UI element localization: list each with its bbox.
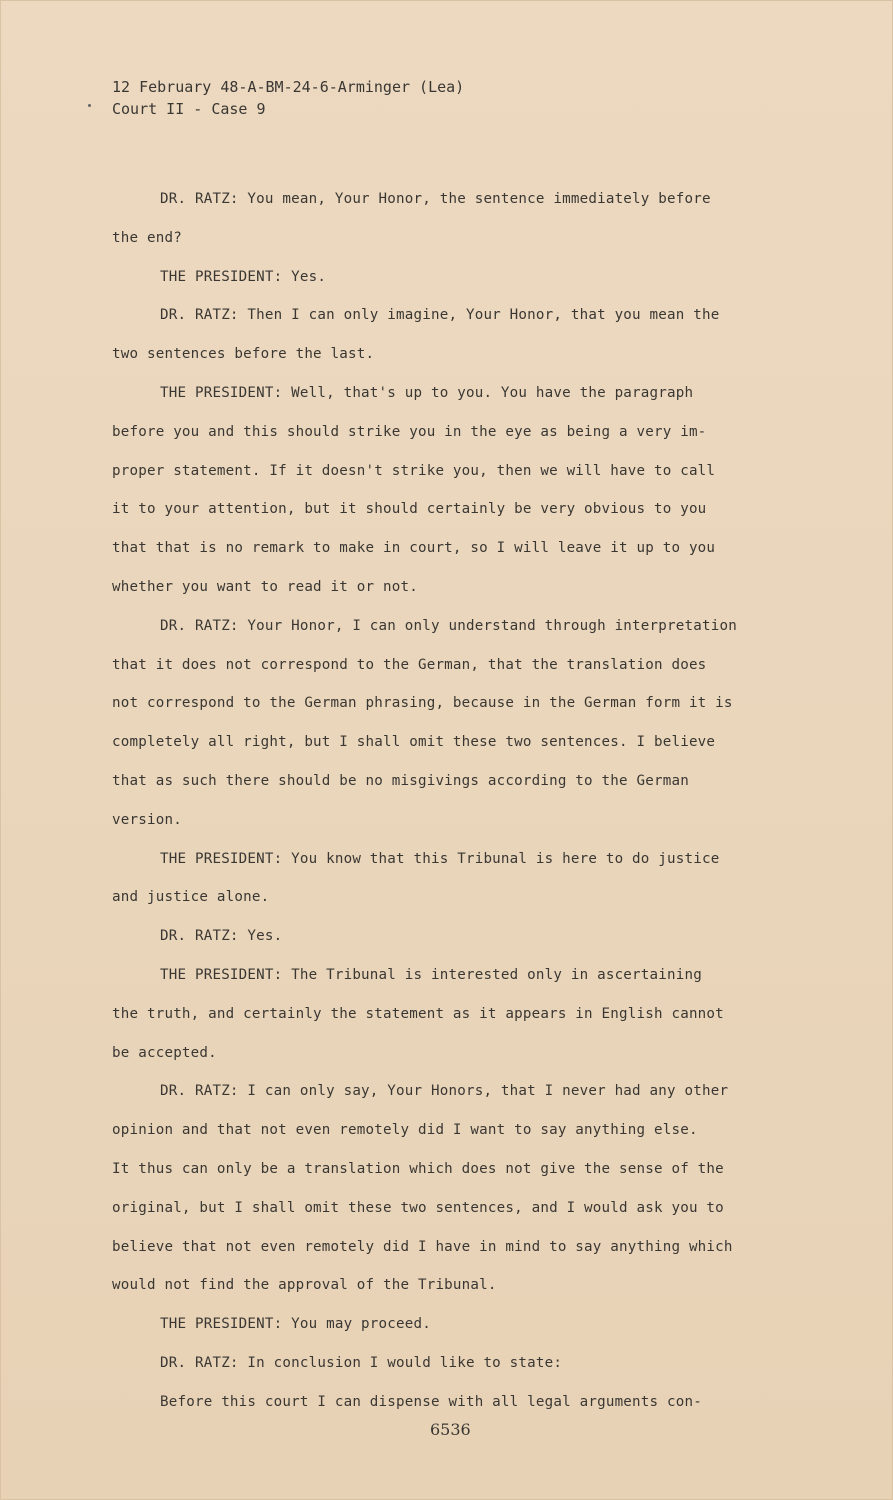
transcript-line: whether you want to read it or not. (112, 578, 418, 595)
transcript-line: DR. RATZ: In conclusion I would like to state: (160, 1354, 563, 1371)
transcript-line: be accepted. (112, 1044, 217, 1061)
margin-mark (88, 104, 91, 107)
transcript-line: that it does not correspond to the German, that the translation does (112, 656, 707, 673)
transcript-line: believe that not even remotely did I have in mind to say anything which (112, 1238, 733, 1255)
document-header (112, 76, 464, 120)
transcript-line: THE PRESIDENT: You may proceed. (160, 1316, 431, 1333)
transcript-line: not correspond to the German phrasing, because in the German form it is (112, 695, 733, 712)
header-date-line: 12 February 48-A-BM-24-6-Arminger (Lea) (112, 78, 465, 96)
transcript-line: original, but I shall omit these two sentences, and I would ask you to (112, 1199, 724, 1216)
transcript-line: version. (112, 811, 182, 828)
transcript-line: THE PRESIDENT: Well, that's up to you. You have the paragraph (160, 384, 694, 401)
transcript-line: would not find the approval of the Tribunal. (112, 1277, 497, 1294)
transcript-line: the truth, and certainly the statement as it appears in English cannot (112, 1005, 724, 1022)
transcript-line: Before this court I can dispense with all legal arguments con- (160, 1393, 702, 1410)
transcript-line: It thus can only be a translation which does not give the sense of the (112, 1160, 724, 1177)
transcript-line: two sentences before the last. (112, 346, 375, 363)
page-number: 6536 (430, 1420, 471, 1439)
transcript-line: the end? (112, 229, 182, 246)
transcript-line: completely all right, but I shall omit these two sentences. I believe (112, 734, 716, 751)
transcript-line: THE PRESIDENT: The Tribunal is interested only in ascertaining (160, 966, 702, 983)
transcript-line: DR. RATZ: You mean, Your Honor, the sentence immediately before (160, 191, 711, 207)
transcript-line: proper statement. If it doesn't strike you, then we will have to call (112, 462, 716, 479)
transcript-line: THE PRESIDENT: You know that this Tribunal is here to do justice (160, 850, 720, 867)
transcript-line: DR. RATZ: Yes. (160, 928, 283, 945)
transcript-line: THE PRESIDENT: Yes. (160, 268, 327, 285)
transcript-line: and justice alone. (112, 889, 270, 906)
transcript-line: DR. RATZ: I can only say, Your Honors, that I never had any other (160, 1083, 729, 1100)
transcript-line: opinion and that not even remotely did I want to say anything else. (112, 1122, 698, 1139)
transcript-line: that as such there should be no misgivings according to the German (112, 772, 689, 789)
transcript-line: it to your attention, but it should certainly be very obvious to you (112, 501, 707, 518)
transcript-line: DR. RATZ: Then I can only imagine, Your Honor, that you mean the (160, 307, 720, 324)
transcript-line: DR. RATZ: Your Honor, I can only understand through interpretation (160, 617, 737, 634)
header-court-line: Court II - Case 9 (112, 100, 266, 118)
transcript-line: that that is no remark to make in court, so I will leave it up to you (112, 540, 716, 557)
transcript-line: before you and this should strike you in the eye as being a very im- (112, 423, 707, 440)
transcript-body (112, 188, 812, 1430)
